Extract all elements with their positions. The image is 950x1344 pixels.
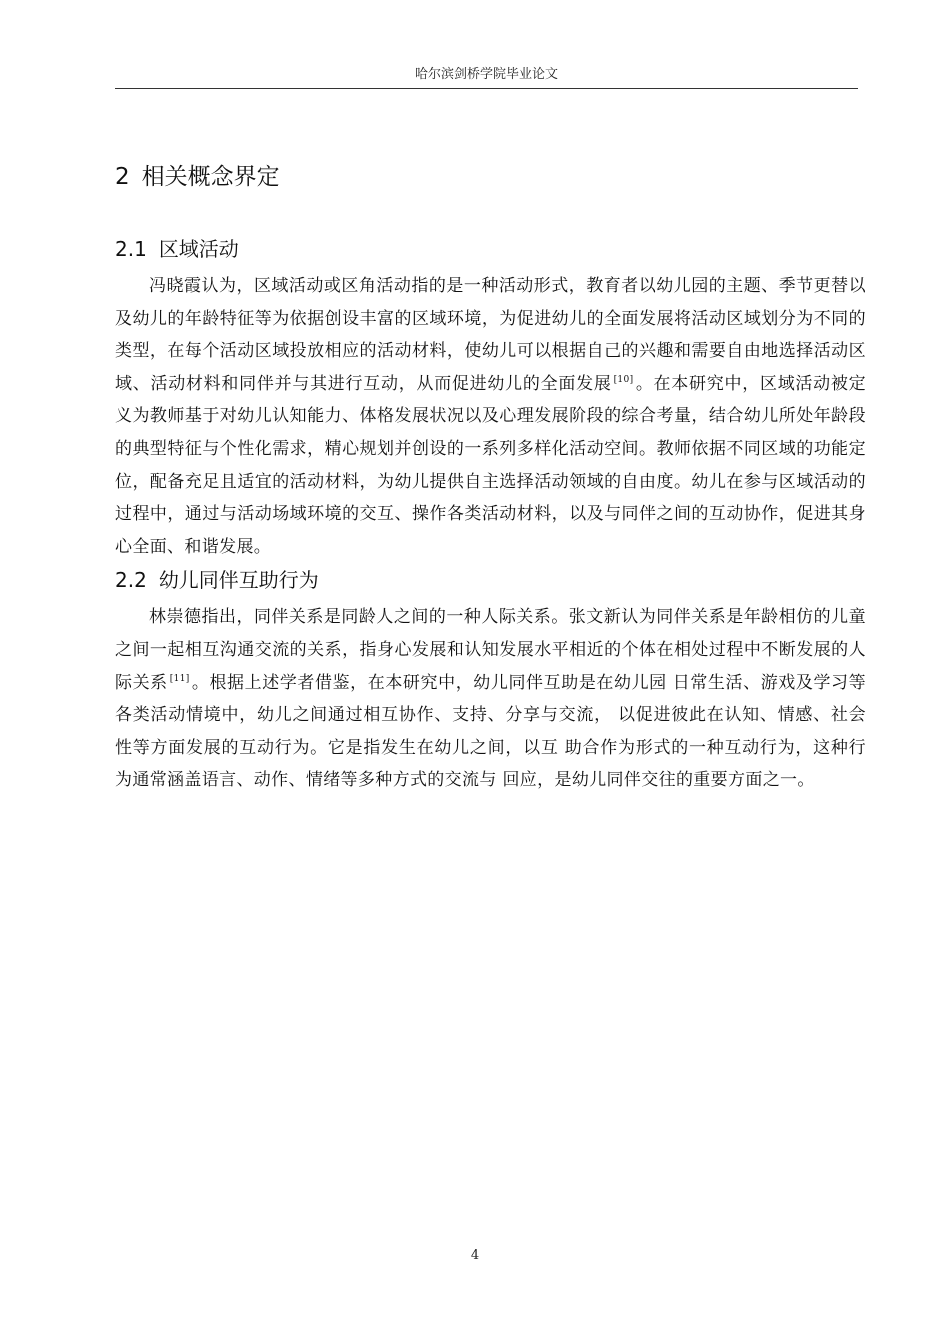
section-heading-2-2 xyxy=(115,565,866,595)
section-number: 2.2 xyxy=(115,568,147,593)
paragraph-text: 。根据上述学者借鉴，在本研究中，幼儿同伴互助是在幼儿园 日常生活、游戏及学习等各类活动情境中，幼儿之间通过相互协作、支持、分享与交流， 以促进彼此在认知、情感、社会性等方面发展的互动行为。它是指发生在幼儿之间，以互 助合作为形式的一种互动行为，这种行为通常涵盖语言、动作、情绪等多种方式的交流与 回应，是幼儿同伴交往的重要方面之一。 xyxy=(115,672,866,791)
section-number: 2.1 xyxy=(115,237,147,261)
chapter-number: 2 xyxy=(115,164,130,190)
section-title: 区域活动 xyxy=(158,237,239,261)
page-footer xyxy=(0,1248,950,1263)
body-paragraph-2-1 xyxy=(115,270,866,563)
header-title: 哈尔滨剑桥学院毕业论文 xyxy=(414,67,558,82)
page-number: 4 xyxy=(470,1248,480,1263)
body-paragraph-2-2 xyxy=(115,601,866,797)
paragraph-text: 林崇德指出，同伴关系是同龄人之间的一种人际关系。张文新认为同伴关系是年龄相仿的儿童之间一起相互沟通交流的关系，指身心发展和认知发展水平相近的个体在相处过程中不断发展的人际关系 xyxy=(115,607,866,693)
paragraph-text: 冯晓霞认为，区域活动或区角活动指的是一种活动形式，教育者以幼儿园的主题、季节更替以及幼儿的年龄特征等为依据创设丰富的区域环境，为促进幼儿的全面发展将活动区域划分为不同的类型，在每个活动区域投放相应的活动材料，使幼儿可以根据自己的兴趣和需要自由地选择活动区域、活动材料和同伴并与其进行互动，从而促进幼儿的全面发展 xyxy=(115,276,866,394)
citation-marker: [11] xyxy=(169,673,190,684)
page-header xyxy=(115,66,858,89)
page-content xyxy=(115,100,866,797)
chapter-title: 相关概念界定 xyxy=(141,164,280,190)
paragraph-text: 。在本研究中，区域活动被定义为教师基于对幼儿认知能力、体格发展状况以及心理发展阶段的综合考量，结合幼儿所处年龄段的典型特征与个性化需求，精心规划并创设的一系列多样化活动空间。教师依据不同区域的功能定位，配备充足且适宜的活动材料，为幼儿提供自主选择活动领域的自由度。幼儿在参与区域活动的过程中，通过与活动场域环境的交互、操作各类活动材料，以及与同伴之间的互动协作，促进其身心全面、和谐发展。 xyxy=(115,373,866,557)
chapter-heading xyxy=(115,162,866,192)
citation-marker: [10] xyxy=(613,374,634,385)
section-heading-2-1 xyxy=(115,234,866,264)
section-title: 幼儿同伴互助行为 xyxy=(158,568,319,593)
